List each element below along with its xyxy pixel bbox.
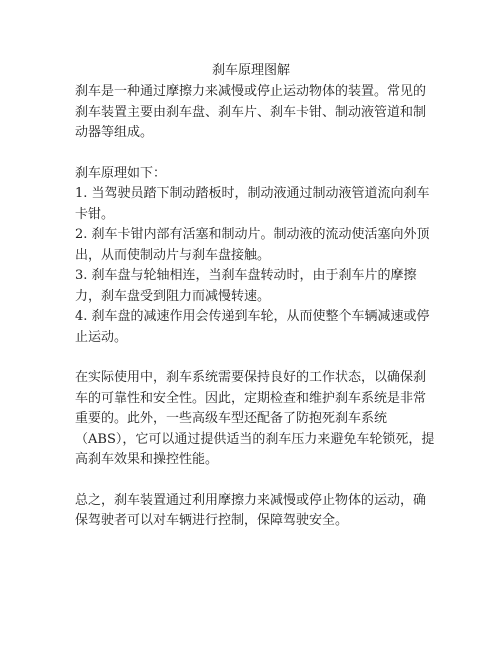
document-body [75, 82, 435, 552]
conclusion-paragraph: 总之，刹车装置通过利用摩擦力来减慢或停止物体的运动，确保驾驶者可以对车辆进行控制，保障驾驶安全。 [75, 492, 427, 528]
step-item-4: 4. 刹车盘的减速作用会传递到车轮，从而使整个车辆减速或停止运动。 [75, 309, 430, 345]
step-item-3: 3. 刹车盘与轮轴相连，当刹车盘转动时，由于刹车片的摩擦力，刹车盘受到阻力而减慢转速。 [75, 268, 417, 304]
principle-steps [75, 184, 435, 348]
principle-heading: 刹车原理如下： [75, 165, 167, 181]
step-item-1: 1. 当驾驶员踏下制动踏板时，制动液通过制动液管道流向刹车卡钳。 [75, 186, 430, 222]
intro-paragraph: 刹车是一种通过摩擦力来减慢或停止运动物体的装置。常见的刹车装置主要由刹车盘、刹车片、刹车卡钳、制动液管道和制动器等组成。 [75, 84, 427, 140]
practice-paragraph: 在实际使用中，刹车系统需要保持良好的工作状态，以确保刹车的可靠性和安全性。因此，定期检查和维护刹车系统是非常重要的。此外，一些高级车型还配备了防抱死刹车系统（ABS），它可以通过提供适当的刹车压力来避免车轮锁死，提高刹车效果和操控性能。 [75, 370, 435, 467]
step-item-2: 2. 刹车卡钳内部有活塞和制动片。制动液的流动使活塞向外顶出，从而使制动片与刹车盘接触。 [75, 227, 430, 263]
document-title: 刹车原理图解 [211, 63, 290, 78]
